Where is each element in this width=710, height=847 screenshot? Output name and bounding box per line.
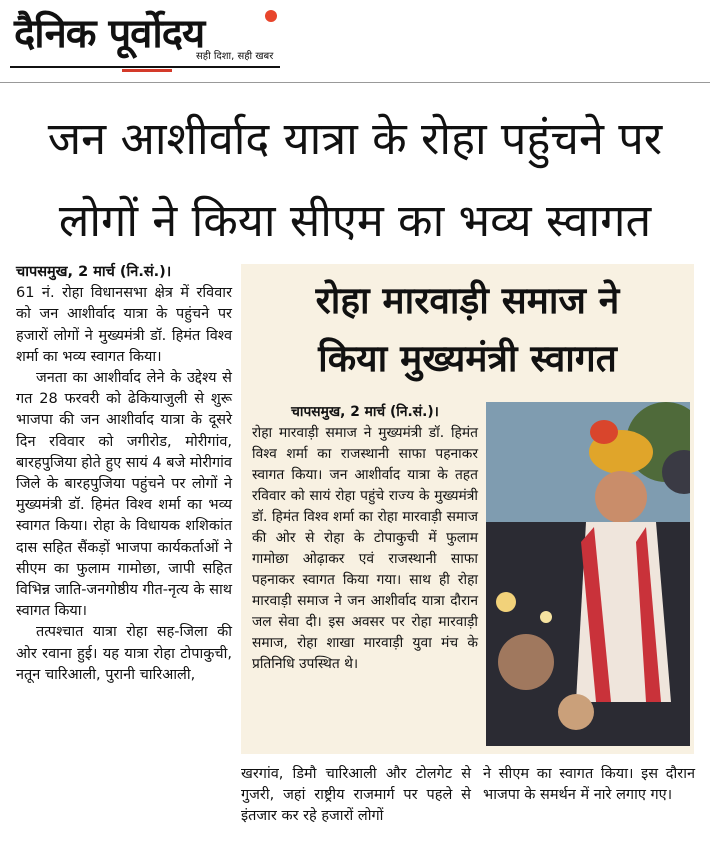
article-paragraph-3: तत्पश्चात यात्रा रोहा सह-जिला की ओर रवाना हुई। यह यात्रा रोहा टोपाकुची, नतून चारिआली, पुरानी चारिआली,: [16, 624, 232, 683]
divider: [0, 82, 710, 83]
news-photo: [486, 402, 690, 746]
sidebar-story-body: [252, 402, 478, 675]
article-continuation-col-2: [241, 764, 471, 828]
tagline: सही दिशा, सही खबर: [196, 51, 274, 62]
masthead-red-bar: [122, 69, 172, 72]
article-paragraph-1: 61 नं. रोहा विधानसभा क्षेत्र में रविवार को जन आशीर्वाद यात्रा के पहुंचने पर हजारों लोगों ने मुख्यमंत्री डॉ. हिमंत विश्व शर्मा का भव्य स्वागत किया।: [16, 285, 232, 365]
main-headline: [0, 98, 710, 262]
masthead-rule: [10, 66, 280, 68]
logo-sun-icon: [265, 10, 277, 22]
sidebar-headline-line-1: रोहा मारवाड़ी समाज ने: [315, 279, 620, 322]
newspaper-logo: दैनिक पूर्वोदय: [14, 11, 205, 57]
headline-line-1: जन आशीर्वाद यात्रा के रोहा पहुंचने पर: [47, 112, 663, 165]
continuation-text-3: ने सीएम का स्वागत किया। इस दौरान भाजपा के समर्थन में नारे लगाए गए।: [483, 766, 695, 804]
sidebar-paragraph: रोहा मारवाड़ी समाज ने मुख्यमंत्री डॉ. हिमंत विश्व शर्मा का राजस्थानी साफा पहनाकर स्वागत किया। जन आशीर्वाद यात्रा के तहत रविवार को सायं रोहा पहुंचे राज्य के मुख्यमंत्री डॉ. हिमंत विश्व शर्मा का रोहा मारवाड़ी समाज की ओर से रोहा के टोपाकुची में फुलाम गामोछा ओढ़ाकर एवं राजस्थानी साफा पहनाकर स्वागत किया गया। साथ ही रोहा मारवाड़ी समाज ने जन आशीर्वाद यात्रा दौरान जल सेवा दी। इस अवसर पर रोहा मारवाड़ी समाज, रोहा शाखा मारवाड़ी युवा मंच के प्रतिनिधि उपस्थित थे।: [252, 425, 478, 672]
article-continuation-col-3: [483, 764, 695, 806]
dateline: चापसमुख, 2 मार्च (नि.सं.)।: [16, 264, 172, 280]
article-paragraph-2: जनता का आशीर्वाद लेने के उद्देश्य से गत 28 फरवरी को ढेकियाजुली से शुरू भाजपा की जन आशीर्वाद यात्रा के दूसरे दिन रविवार को जगीरोड, मोरीगांव, बारहपुजिया होते हुए सायं 4 बजे मोरीगांव जिले के बारहपुजिया पहुंचने पर लोगों ने मुख्यमंत्री डॉ. हिमंत विश्व शर्मा का भव्य स्वागत किया। रोहा के विधायक शशिकांत दास सहित सैंकड़ों भाजपा कार्यकर्ताओं ने सीएम का फुलाम गामोछा, जापी सहित विभिन्न जाति-जनगोष्ठीय गीत-नृत्य के साथ स्वागत किया।: [16, 370, 232, 620]
sidebar-headline-line-2: किया मुख्यमंत्री स्वागत: [318, 337, 617, 380]
headline-line-2: लोगों ने किया सीएम का भव्य स्वागत: [58, 194, 652, 247]
sidebar-dateline: चापसमुख, 2 मार्च (नि.सं.)।: [291, 404, 439, 420]
masthead: [0, 0, 710, 78]
continuation-text-2: खरगांव, डिमौ चारिआली और टोलगेट से गुजरी, जहां राष्ट्रीय राजमार्ग पर पहले से इंतजार कर रहे हजारों लोगों: [241, 766, 471, 825]
article-column-1: [16, 262, 232, 686]
sidebar-headline: [241, 272, 694, 388]
